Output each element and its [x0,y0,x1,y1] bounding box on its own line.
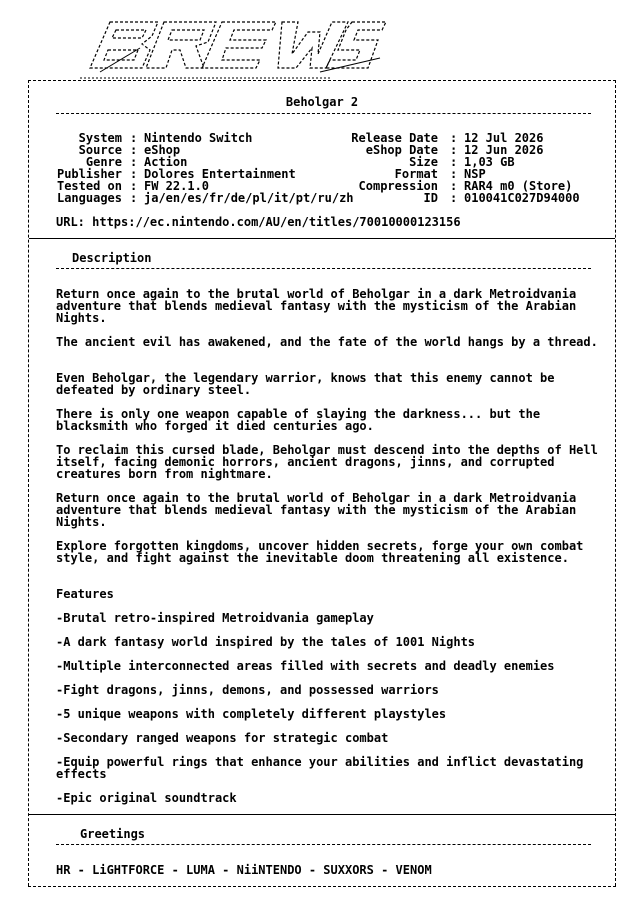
release-title: Beholgar 2 [285,95,359,109]
feature-item: -Equip powerful rings that enhance your abilities and inflict devastating effects [56,755,584,781]
description-paragraph: Explore forgotten kingdoms, uncover hidden secrets, forge your own combat style, and fight against the inevitable doom threatening all existence. [56,539,584,565]
release-date-label: Release Date [351,131,438,145]
section-divider-greetings [29,814,615,815]
description-paragraph: There is only one weapon capable of slaying the darkness... but the blacksmith who forged it died centuries ago. [56,407,541,433]
publisher-value: Dolores Entertainment [144,167,296,181]
system-label: System [78,131,122,145]
url-line[interactable]: URL: https://ec.nintendo.com/AU/en/titles/70010000123156 [56,215,461,229]
source-value: eShop [144,143,181,157]
feature-item: -Secondary ranged weapons for strategic combat [56,731,389,745]
eshop-date-value: 12 Jun 2026 [464,143,544,157]
genre-label: Genre [85,155,122,169]
size-label: Size [409,155,438,169]
system-value: Nintendo Switch [144,131,253,145]
description-paragraph: Return once again to the brutal world of Beholgar in a dark Metroidvania adventure that blends medieval fantasy with the mysticism of the Arabian Nights. [56,287,577,325]
greetings-underline [56,844,591,845]
description-paragraph: Return once again to the brutal world of Beholgar in a dark Metroidvania adventure that blends medieval fantasy with the mysticism of the Arabian Nights. [56,491,577,529]
frame-left-border [28,80,29,886]
description-heading: Description [72,251,152,265]
description-paragraph: To reclaim this cursed blade, Beholgar must descend into the depths of Hell itself, facing demonic horrors, ancient dragons, jinns, and corrupted creatures born from nightmare. [56,443,598,481]
feature-item: -Brutal retro-inspired Metroidvania gameplay [56,611,374,625]
description-paragraph: Even Beholgar, the legendary warrior, knows that this enemy cannot be defeated by ordinary steel. [56,371,555,397]
tested-on-label: Tested on [56,179,122,193]
id-label: ID [423,191,438,205]
title-divider [56,113,591,114]
description-paragraph: The ancient evil has awakened, and the fate of the world hangs by a thread. [56,335,598,349]
frame-bottom-border [28,886,616,887]
feature-item: -5 unique weapons with completely different playstyles [56,707,447,721]
frame-top-border [28,80,616,81]
tested-on-value: FW 22.1.0 [144,179,210,193]
size-value: 1,03 GB [464,155,515,169]
greetings-heading: Greetings [80,827,146,841]
greetings-text: HR - LiGHTFORCE - LUMA - NiiNTENDO - SUXXORS - VENOM [56,863,432,877]
brews-logo [80,18,390,80]
source-label: Source [78,143,122,157]
eshop-date-label: eShop Date [365,143,438,157]
feature-item: -Multiple interconnected areas filled with secrets and deadly enemies [56,659,555,673]
format-value: NSP [464,167,486,181]
feature-item: -Fight dragons, jinns, demons, and possessed warriors [56,683,439,697]
features-heading: Features [56,587,114,601]
languages-label: Languages [56,191,122,205]
compression-label: Compression [358,179,438,193]
compression-value: RAR4 m0 (Store) [464,179,573,193]
feature-item: -Epic original soundtrack [56,791,237,805]
format-label: Format [394,167,438,181]
id-value: 010041C027D94000 [464,191,580,205]
section-divider-description [29,238,615,239]
genre-value: Action [144,155,188,169]
release-date-value: 12 Jul 2026 [464,131,544,145]
logo-text: BREWS [80,18,84,19]
feature-item: -A dark fantasy world inspired by the tales of 1001 Nights [56,635,476,649]
description-underline [56,268,591,269]
languages-value: ja/en/es/fr/de/pl/it/pt/ru/zh [144,191,354,205]
publisher-label: Publisher [56,167,122,181]
